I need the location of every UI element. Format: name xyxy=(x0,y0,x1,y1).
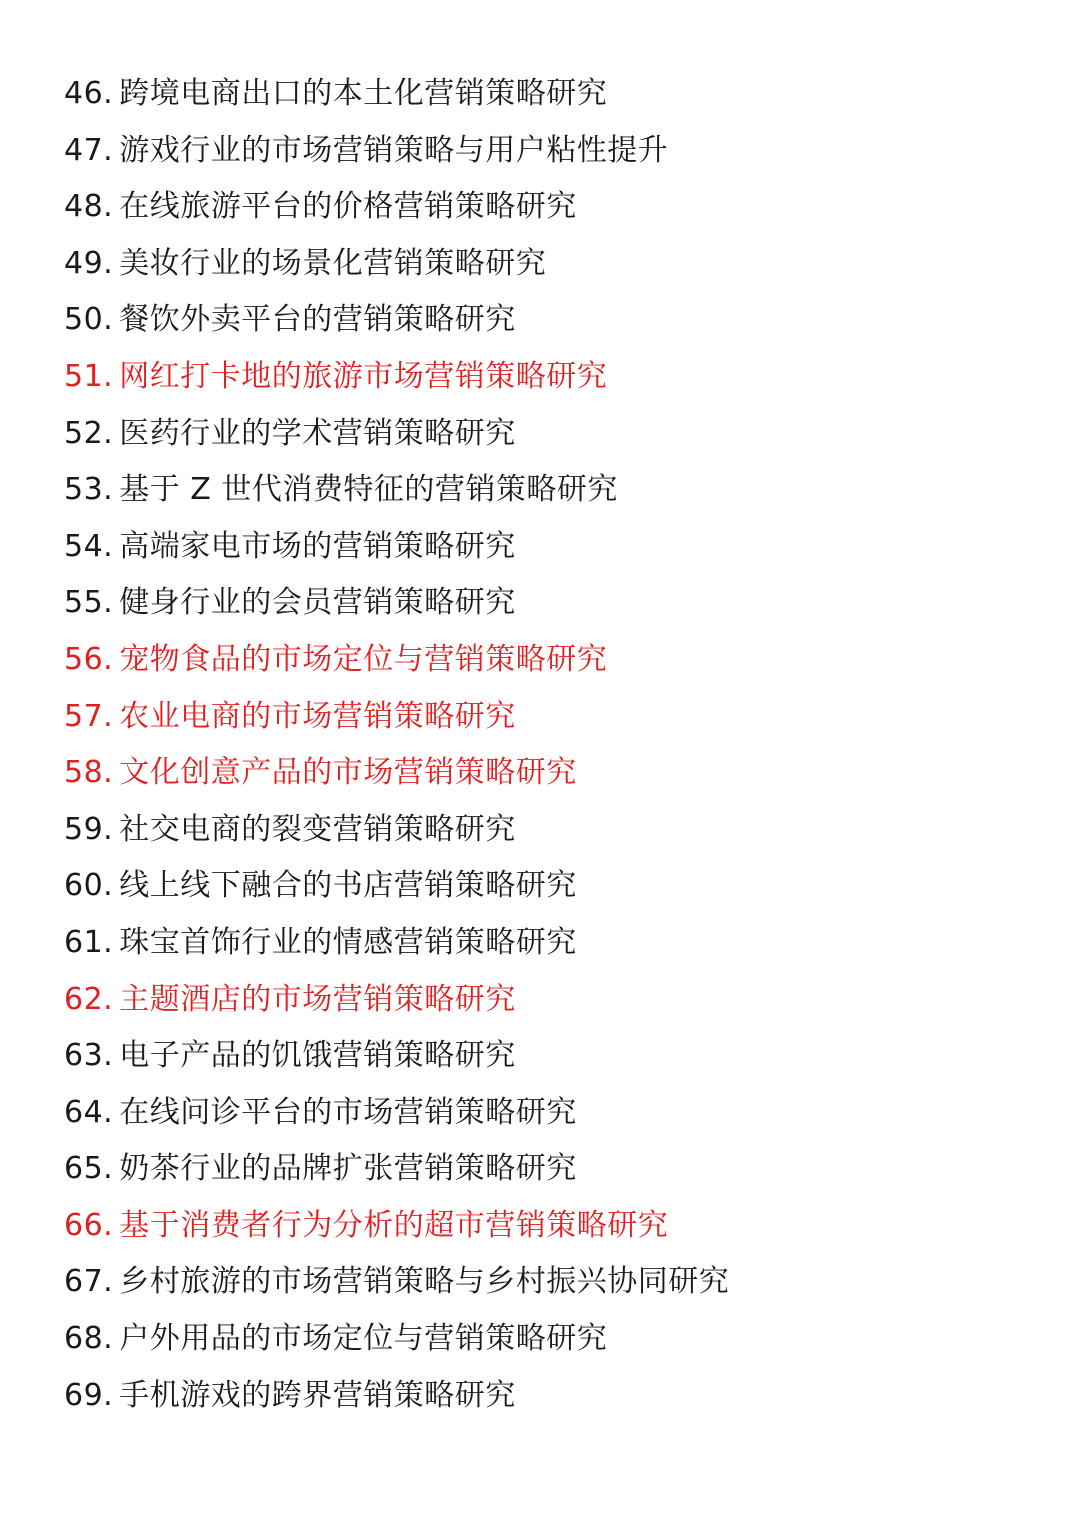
topic-item xyxy=(64,745,1054,802)
topic-item xyxy=(64,858,1054,915)
topic-text: 跨境电商出口的本土化营销策略研究 xyxy=(119,76,608,111)
topic-text: 基于消费者行为分析的超市营销策略研究 xyxy=(119,1207,669,1243)
topic-text: 线上线下融合的书店营销策略研究 xyxy=(119,868,577,904)
topic-number: 48. xyxy=(64,189,114,225)
topic-item xyxy=(64,66,1054,123)
topic-list xyxy=(64,66,1054,1424)
topic-text: 医药行业的学术营销策略研究 xyxy=(119,415,516,451)
topic-number: 53. xyxy=(64,472,114,508)
topic-item xyxy=(64,292,1054,349)
topic-number: 51. xyxy=(64,358,114,394)
topic-number: 67. xyxy=(64,1264,114,1300)
topic-item xyxy=(64,462,1054,519)
topic-text: 在线问诊平台的市场营销策略研究 xyxy=(119,1094,577,1130)
topic-item xyxy=(64,689,1054,746)
topic-item xyxy=(64,1141,1054,1198)
topic-number: 60. xyxy=(64,868,114,904)
topic-number: 47. xyxy=(64,132,114,168)
topic-text: 网红打卡地的旅游市场营销策略研究 xyxy=(119,358,608,394)
topic-text: 宠物食品的市场定位与营销策略研究 xyxy=(119,641,608,677)
topic-number: 66. xyxy=(64,1207,114,1243)
topic-item xyxy=(64,1085,1054,1142)
topic-number: 59. xyxy=(64,811,114,847)
topic-item xyxy=(64,179,1054,236)
topic-item xyxy=(64,1028,1054,1085)
topic-text: 餐饮外卖平台的营销策略研究 xyxy=(119,302,516,338)
topic-number: 62. xyxy=(64,981,114,1017)
topic-number: 50. xyxy=(64,302,114,338)
topic-item xyxy=(64,915,1054,972)
topic-item xyxy=(64,349,1054,406)
topic-text: 美妆行业的场景化营销策略研究 xyxy=(119,245,547,281)
topic-item xyxy=(64,1198,1054,1255)
topic-text: 文化创意产品的市场营销策略研究 xyxy=(119,755,577,791)
topic-item xyxy=(64,575,1054,632)
topic-text: 电子产品的饥饿营销策略研究 xyxy=(119,1038,516,1074)
topic-text: 社交电商的裂变营销策略研究 xyxy=(119,811,516,847)
topic-text: 在线旅游平台的价格营销策略研究 xyxy=(119,189,577,225)
topic-text: 奶茶行业的品牌扩张营销策略研究 xyxy=(119,1151,577,1187)
topic-text: 手机游戏的跨界营销策略研究 xyxy=(119,1377,516,1413)
topic-number: 58. xyxy=(64,755,114,791)
topic-item xyxy=(64,1368,1054,1425)
topic-item xyxy=(64,519,1054,576)
topic-text: 基于 Z 世代消费特征的营销策略研究 xyxy=(119,472,618,508)
topic-text: 健身行业的会员营销策略研究 xyxy=(119,585,516,621)
topic-text: 高端家电市场的营销策略研究 xyxy=(119,528,516,564)
topic-number: 65. xyxy=(64,1151,114,1187)
topic-number: 49. xyxy=(64,245,114,281)
topic-number: 63. xyxy=(64,1038,114,1074)
topic-number: 54. xyxy=(64,528,114,564)
topic-text: 珠宝首饰行业的情感营销策略研究 xyxy=(119,924,577,960)
topic-number: 61. xyxy=(64,924,114,960)
topic-item xyxy=(64,1254,1054,1311)
topic-number: 46. xyxy=(64,76,114,111)
topic-text: 户外用品的市场定位与营销策略研究 xyxy=(119,1321,608,1357)
topic-item xyxy=(64,632,1054,689)
topic-number: 69. xyxy=(64,1377,114,1413)
topic-text: 主题酒店的市场营销策略研究 xyxy=(119,981,516,1017)
topic-item xyxy=(64,802,1054,859)
topic-item xyxy=(64,1311,1054,1368)
topic-item xyxy=(64,972,1054,1029)
topic-item xyxy=(64,406,1054,463)
topic-number: 57. xyxy=(64,698,114,734)
topic-number: 56. xyxy=(64,641,114,677)
topic-number: 55. xyxy=(64,585,114,621)
topic-item xyxy=(64,236,1054,293)
topic-number: 68. xyxy=(64,1321,114,1357)
topic-item xyxy=(64,123,1054,180)
topic-text: 农业电商的市场营销策略研究 xyxy=(119,698,516,734)
topic-text: 乡村旅游的市场营销策略与乡村振兴协同研究 xyxy=(119,1264,730,1300)
topic-text: 游戏行业的市场营销策略与用户粘性提升 xyxy=(119,132,669,168)
topic-number: 52. xyxy=(64,415,114,451)
topic-number: 64. xyxy=(64,1094,114,1130)
